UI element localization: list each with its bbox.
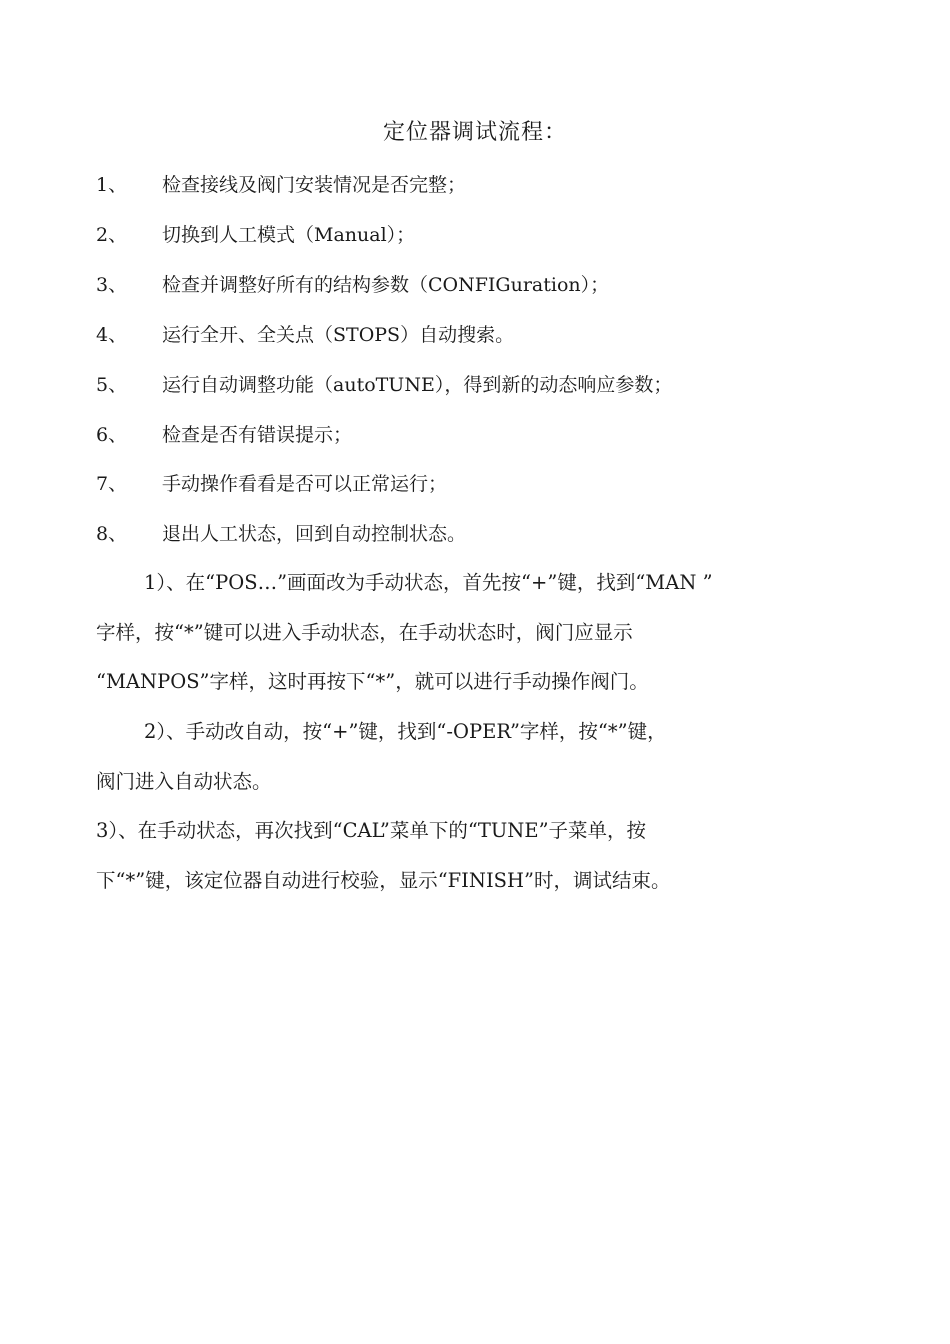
step-number: 7、 <box>96 473 128 495</box>
instruction-paragraph-1 <box>96 558 808 707</box>
document-title: 定位器调试流程： <box>382 120 567 145</box>
paragraph-line: 1）、在“POS…”画面改为手动状态，首先按“+”键，找到“MAN ” <box>144 571 713 594</box>
paragraph-line: 2）、手动改自动，按“+”键，找到“-OPER”字样，按“*”键， <box>144 720 667 743</box>
step-text: 检查是否有错误提示； <box>162 424 353 446</box>
instruction-paragraph-2 <box>96 707 808 806</box>
step-text: 检查并调整好所有的结构参数（CONFIGuration）； <box>162 274 610 296</box>
step-number: 6、 <box>96 424 128 446</box>
step-item <box>96 320 514 350</box>
instruction-paragraph-3 <box>96 806 808 905</box>
paragraph-line: 下“*”键，该定位器自动进行校验，显示“FINISH”时，调试结束。 <box>96 868 671 892</box>
step-number: 5、 <box>96 374 128 396</box>
step-text: 运行全开、全关点（STOPS）自动搜索。 <box>162 324 515 346</box>
paragraph-line: 阀门进入自动状态。 <box>96 769 272 793</box>
step-text: 手动操作看看是否可以正常运行； <box>162 473 448 495</box>
step-number: 2、 <box>96 224 128 246</box>
step-item <box>96 519 466 549</box>
step-item <box>96 420 352 450</box>
step-text: 检查接线及阀门安装情况是否完整； <box>162 174 467 196</box>
paragraph-line: 字样，按“*”键可以进入手动状态，在手动状态时，阀门应显示 <box>96 620 633 644</box>
paragraph-line: 3）、在手动状态，再次找到“CAL”菜单下的“TUNE”子菜单，按 <box>96 819 647 842</box>
step-item <box>96 170 466 200</box>
step-text: 运行自动调整功能（autoTUNE），得到新的动态响应参数； <box>162 374 673 396</box>
step-number: 3、 <box>96 274 128 296</box>
step-number: 4、 <box>96 324 128 346</box>
step-number: 1、 <box>96 174 128 196</box>
step-text: 切换到人工模式（Manual）； <box>162 224 416 246</box>
step-item <box>96 220 415 250</box>
step-number: 8、 <box>96 523 128 545</box>
step-item <box>96 370 672 400</box>
paragraph-line: “MANPOS”字样，这时再按下“*”，就可以进行手动操作阀门。 <box>96 670 649 693</box>
step-text: 退出人工状态，回到自动控制状态。 <box>162 523 467 545</box>
step-item <box>96 270 609 300</box>
step-item <box>96 469 447 499</box>
